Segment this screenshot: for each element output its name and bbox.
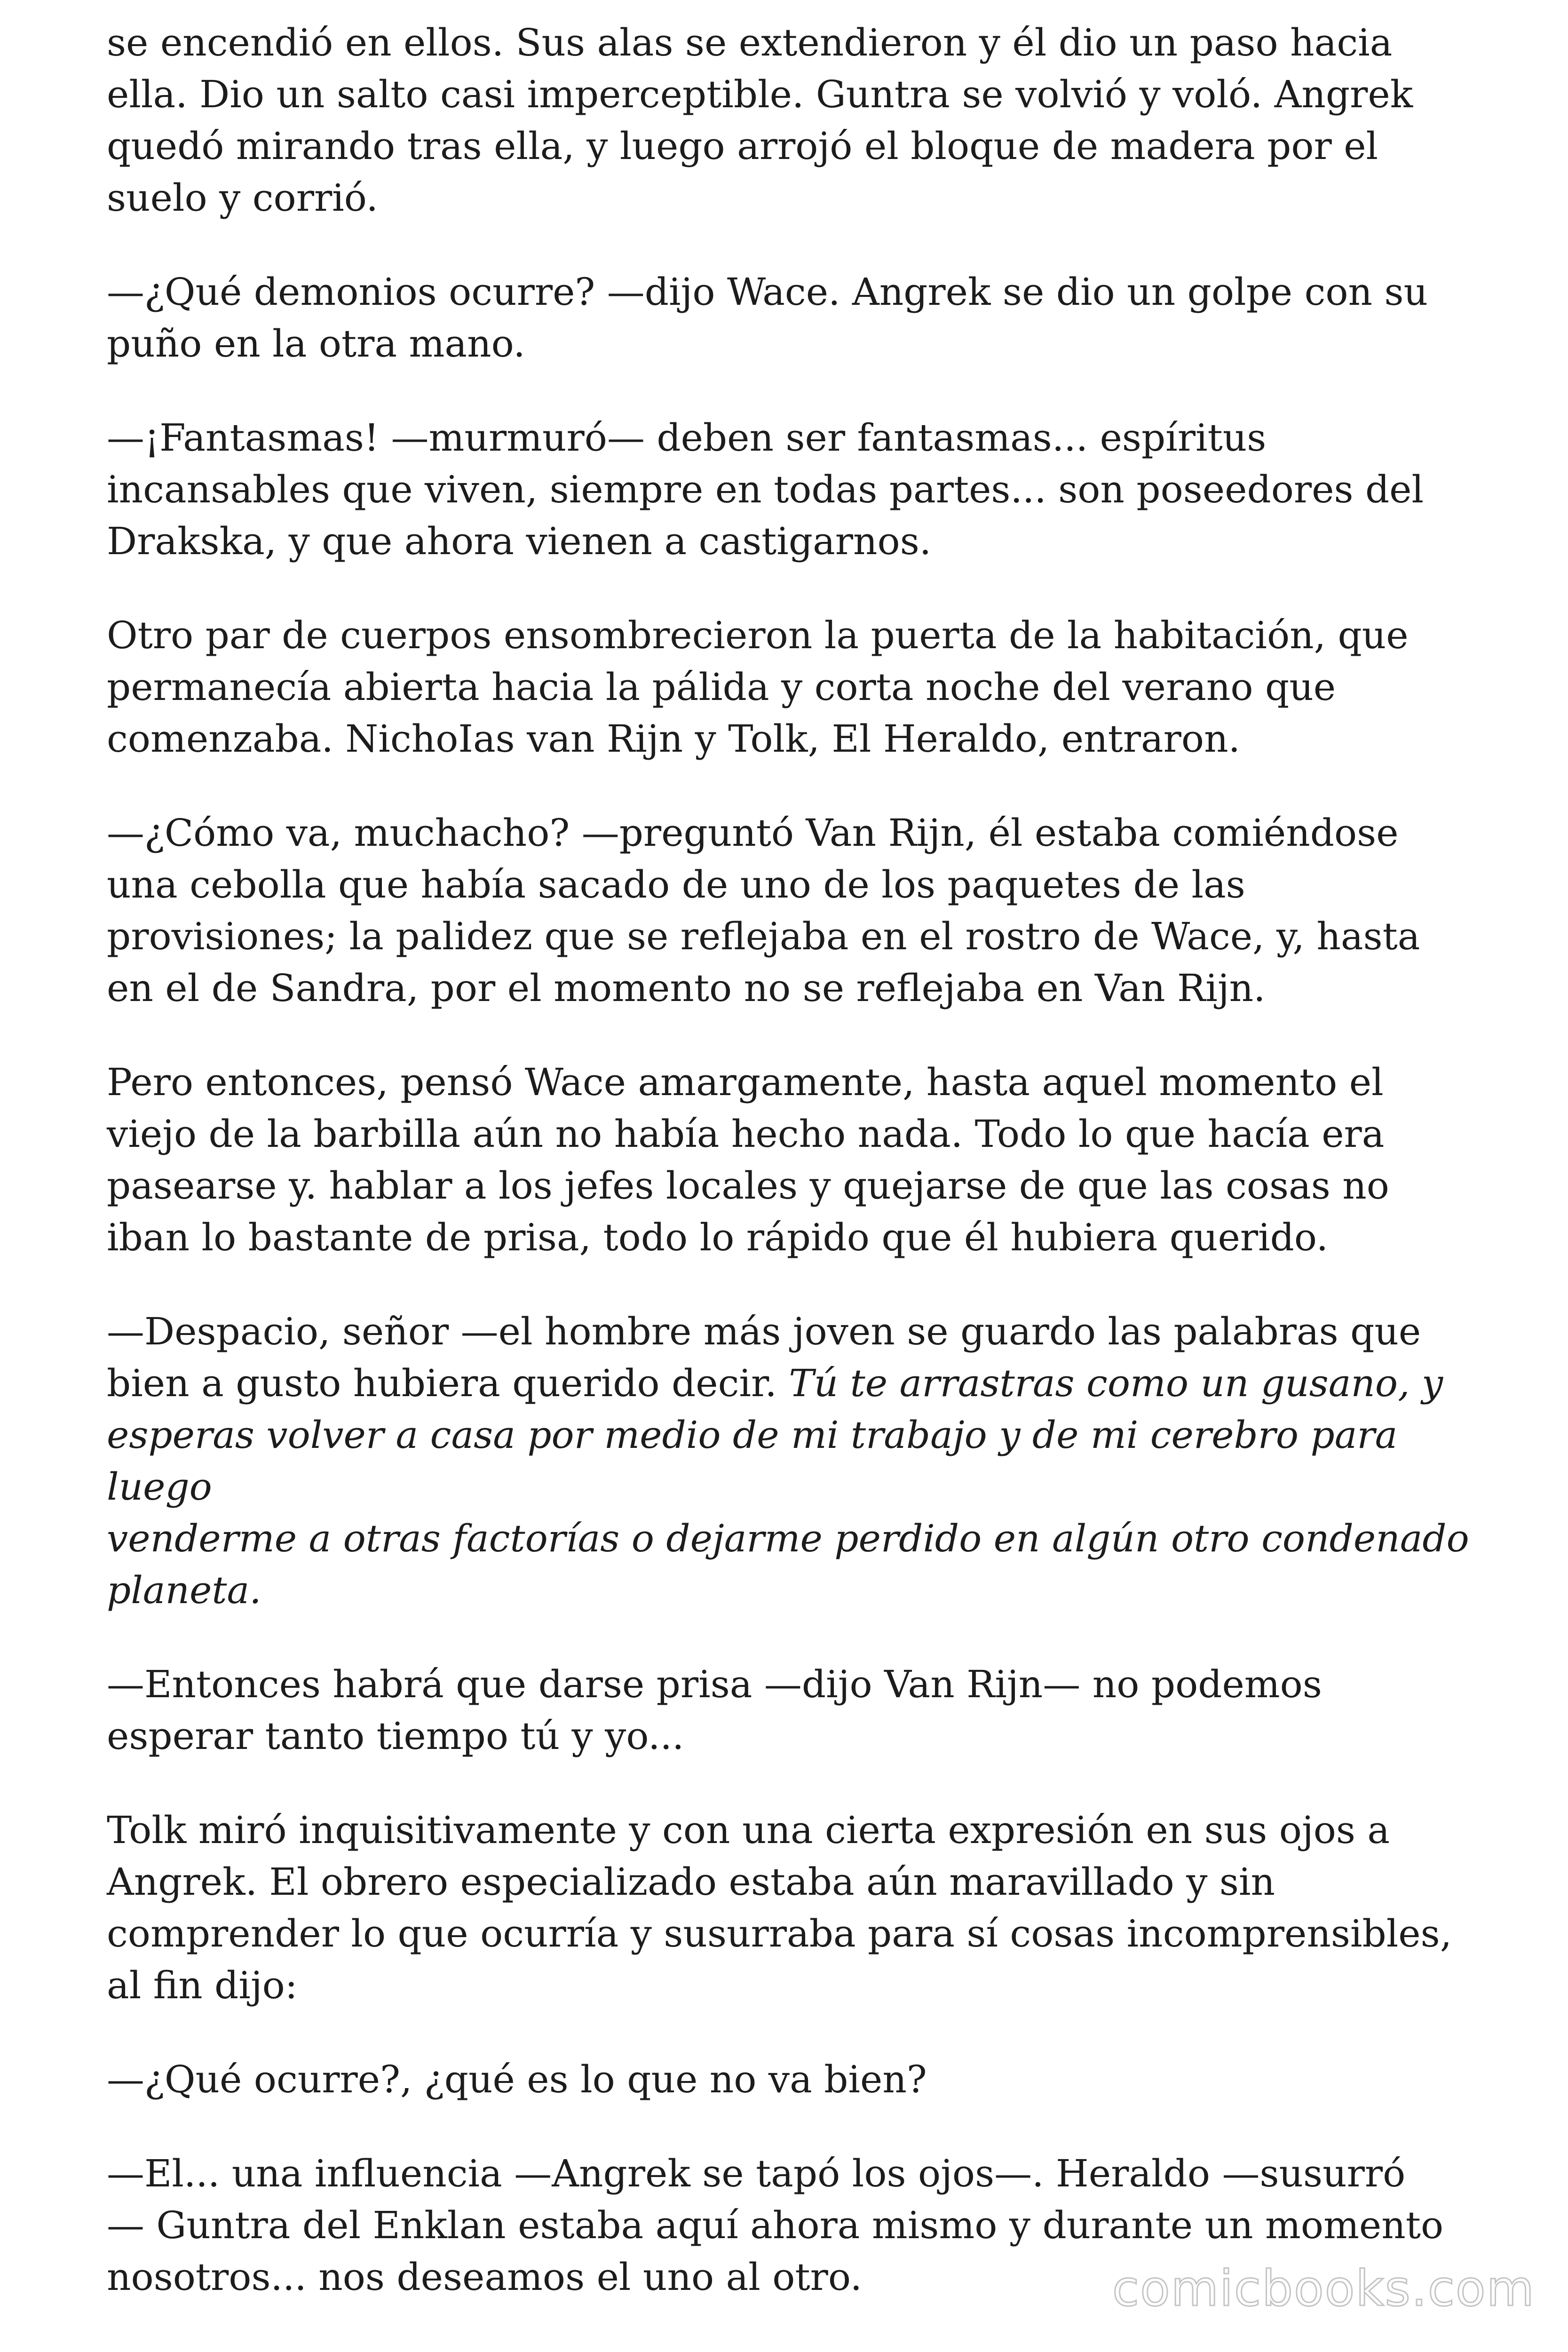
- paragraph-3: —¡Fantasmas! —murmuró— deben ser fantasmas... espíritus incansables que viven, siempre en todas partes... son poseedores del Drakska, y que ahora vienen a castigarnos.: [107, 416, 1424, 563]
- watermark: comicbooks.com: [1112, 2260, 1535, 2317]
- paragraph-2: —¿Qué demonios ocurre? —dijo Wace. Angrek se dio un golpe con su puño en la otra mano.: [107, 270, 1428, 366]
- paragraph-4: Otro par de cuerpos ensombrecieron la puerta de la habitación, que permanecía abierta hacia la pálida y corta noche del verano que comenzaba. NichoIas van Rijn y Tolk, El Heraldo, entraron.: [107, 613, 1409, 761]
- paragraph-6: Pero entonces, pensó Wace amargamente, hasta aquel momento el viejo de la barbilla aún no había hecho nada. Todo lo que hacía era pasearse y. hablar a los jefes locales y quejarse de que las cosas no iban lo bastante de prisa, todo lo rápido que él hubiera querido.: [107, 1060, 1389, 1259]
- paragraph-1: se encendió en ellos. Sus alas se extendieron y él dio un paso hacia ella. Dio un salto casi imperceptible. Guntra se volvió y voló. Angrek quedó mirando tras ella, y luego arrojó el bloque de madera por el suelo y corrió.: [107, 21, 1413, 220]
- paragraph-11: —El... una influencia —Angrek se tapó los ojos—. Heraldo —susurró — Guntra del Enklan estaba aquí ahora mismo y durante un momento nosotros... nos deseamos el uno al otro.: [107, 2152, 1444, 2299]
- paragraph-8: —Entonces habrá que darse prisa —dijo Van Rijn— no podemos esperar tanto tiempo tú y yo...: [107, 1662, 1322, 1758]
- paragraph-5: —¿Cómo va, muchacho? —preguntó Van Rijn, él estaba comiéndose una cebolla que había sacado de uno de los paquetes de las provisiones; la palidez que se reflejaba en el rostro de Wace, y, hasta en el de Sandra, por el momento no se reflejaba en Van Rijn.: [107, 811, 1420, 1010]
- paragraph-10: —¿Qué ocurre?, ¿qué es lo que no va bien?: [107, 2058, 927, 2101]
- paragraph-7-text: —Despacio, señor —el hombre más joven se guardo las palabras que bien a gusto hubiera querido decir.: [107, 1310, 1421, 1405]
- paragraph-7: [107, 1306, 1471, 1616]
- paragraph-9: Tolk miró inquisitivamente y con una cierta expresión en sus ojos a Angrek. El obrero especializado estaba aún maravillado y sin comprender lo que ocurría y susurraba para sí cosas incomprensibles, al fin dijo:: [107, 1808, 1452, 2007]
- paragraph-7-italic-text: Tú te arrastras como un gusano, y esperas volver a casa por medio de mi trabajo y de mi cerebro para luego venderme a otras factorías o dejarme perdido en algún otro condenado planeta.: [107, 1361, 1469, 1612]
- page-body: [107, 17, 1471, 2345]
